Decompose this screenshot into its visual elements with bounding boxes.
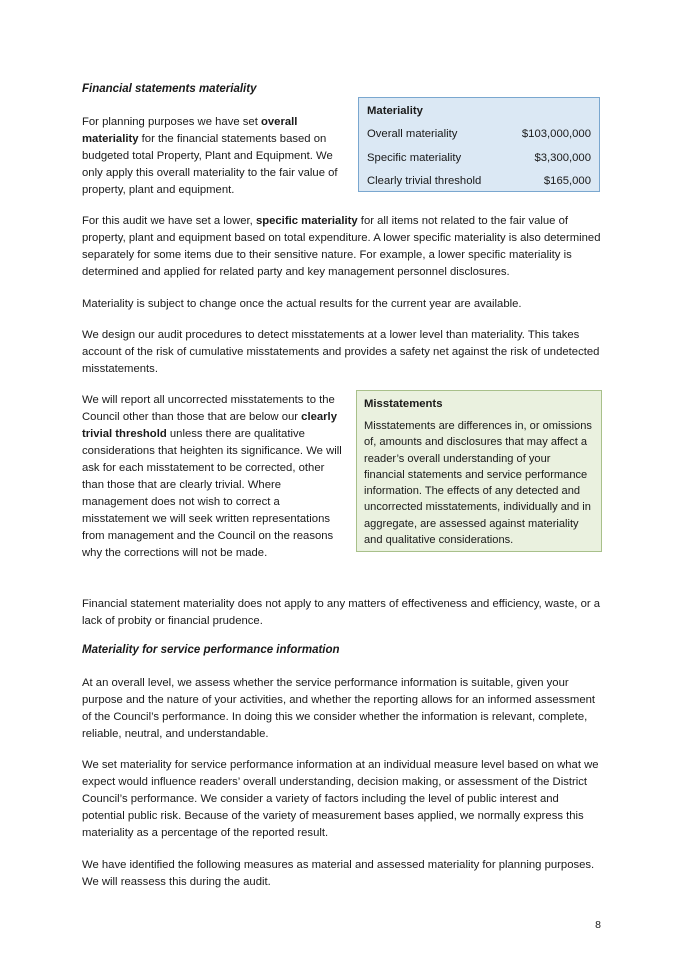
section-heading-service-performance: Materiality for service performance information (82, 644, 340, 656)
materiality-label: Clearly trivial threshold (367, 175, 482, 187)
materiality-value: $3,300,000 (534, 151, 591, 164)
section-heading-financial-statements: Financial statements materiality (82, 83, 257, 95)
paragraph-effectiveness: Financial statement materiality does not apply to any matters of effectiveness and efficiency, waste, or a lack of probity or financial prudence. (82, 598, 601, 627)
paragraph-specific-materiality: For this audit we have set a lower, specific materiality for all items not related to the fair value of property, plant and equipment based on total expenditure. A lower specific materiality is also determined separately for some items due to their sensitive nature. For example, a lower specific materiality is determined and applied for related party and key management personnel disclosures. (82, 215, 601, 278)
materiality-box-title: Materiality (367, 105, 423, 117)
paragraph-audit-procedures: We design our audit procedures to detect misstatements at a lower level than materiality. This takes account of the risk of cumulative misstatements and provides a safety net against the risk of undetected misstatements. (82, 329, 600, 375)
misstatements-box (356, 390, 602, 552)
materiality-value: $103,000,000 (521, 128, 591, 140)
paragraph-uncorrected-misstatements: We will report all uncorrected misstatements to the Council other than those that are below our clearly trivial threshold unless there are qualitative considerations that heighten its significance. We will ask for each misstatement to be corrected, other than those that are clearly trivial. Where management does not wish to correct a misstatement we will seek written representations from management and the Council on the reasons why the corrections will not be made. (82, 394, 342, 559)
materiality-row-trivial (367, 173, 591, 197)
page-number: 8 (595, 919, 601, 931)
term-clearly-trivial-threshold: clearly trivial threshold (82, 411, 337, 440)
materiality-value: $165,000 (543, 175, 591, 187)
paragraph-overall-level: At an overall level, we assess whether the service performance information is suitable, given your purpose and the nature of your activities, and whether the reporting allows for an informed assessment of the Council’s performance. In doing this we consider whether the information is relevant, complete, reliable, neutral, and understandable. (82, 677, 596, 740)
term-specific-materiality: specific materiality (255, 215, 358, 227)
materiality-label: Specific materiality (367, 151, 462, 164)
paragraph-materiality-change: Materiality is subject to change once the actual results for the current year are available. (82, 298, 522, 310)
misstatements-box-text: Misstatements are differences in, or omissions of, amounts and disclosures that may affect a reader’s overall understanding of your financial statements and service performance information. The effects of any detected and uncorrected misstatements, individually and in aggregate, are assessed against materiality and qualitative considerations. (364, 420, 592, 547)
paragraph-individual-measure: We set materiality for service performance information at an individual measure level based on what we expect would influence readers’ overall understanding, decision making, or assessment of the District Council’s performance. We consider a variety of factors including the level of public interest and potential public risk. Because of the variety of measurement bases applied, we normally express this materiality as a percentage of the reported result. (82, 759, 599, 839)
paragraph-overall-materiality: For planning purposes we have set overall materiality for the financial statements based on budgeted total Property, Plant and Equipment. We only apply this overall materiality to the fair value of property, plant and equipment. (82, 116, 338, 196)
materiality-row-specific (367, 150, 591, 174)
materiality-box (358, 97, 600, 192)
materiality-label: Overall materiality (367, 128, 458, 140)
misstatements-box-title: Misstatements (364, 398, 443, 410)
paragraph-identified-measures: We have identified the following measures as material and assessed materiality for planning purposes. We will reassess this during the audit. (82, 859, 595, 888)
term-overall-materiality: overall materiality (82, 116, 298, 145)
materiality-row-overall (367, 126, 591, 150)
